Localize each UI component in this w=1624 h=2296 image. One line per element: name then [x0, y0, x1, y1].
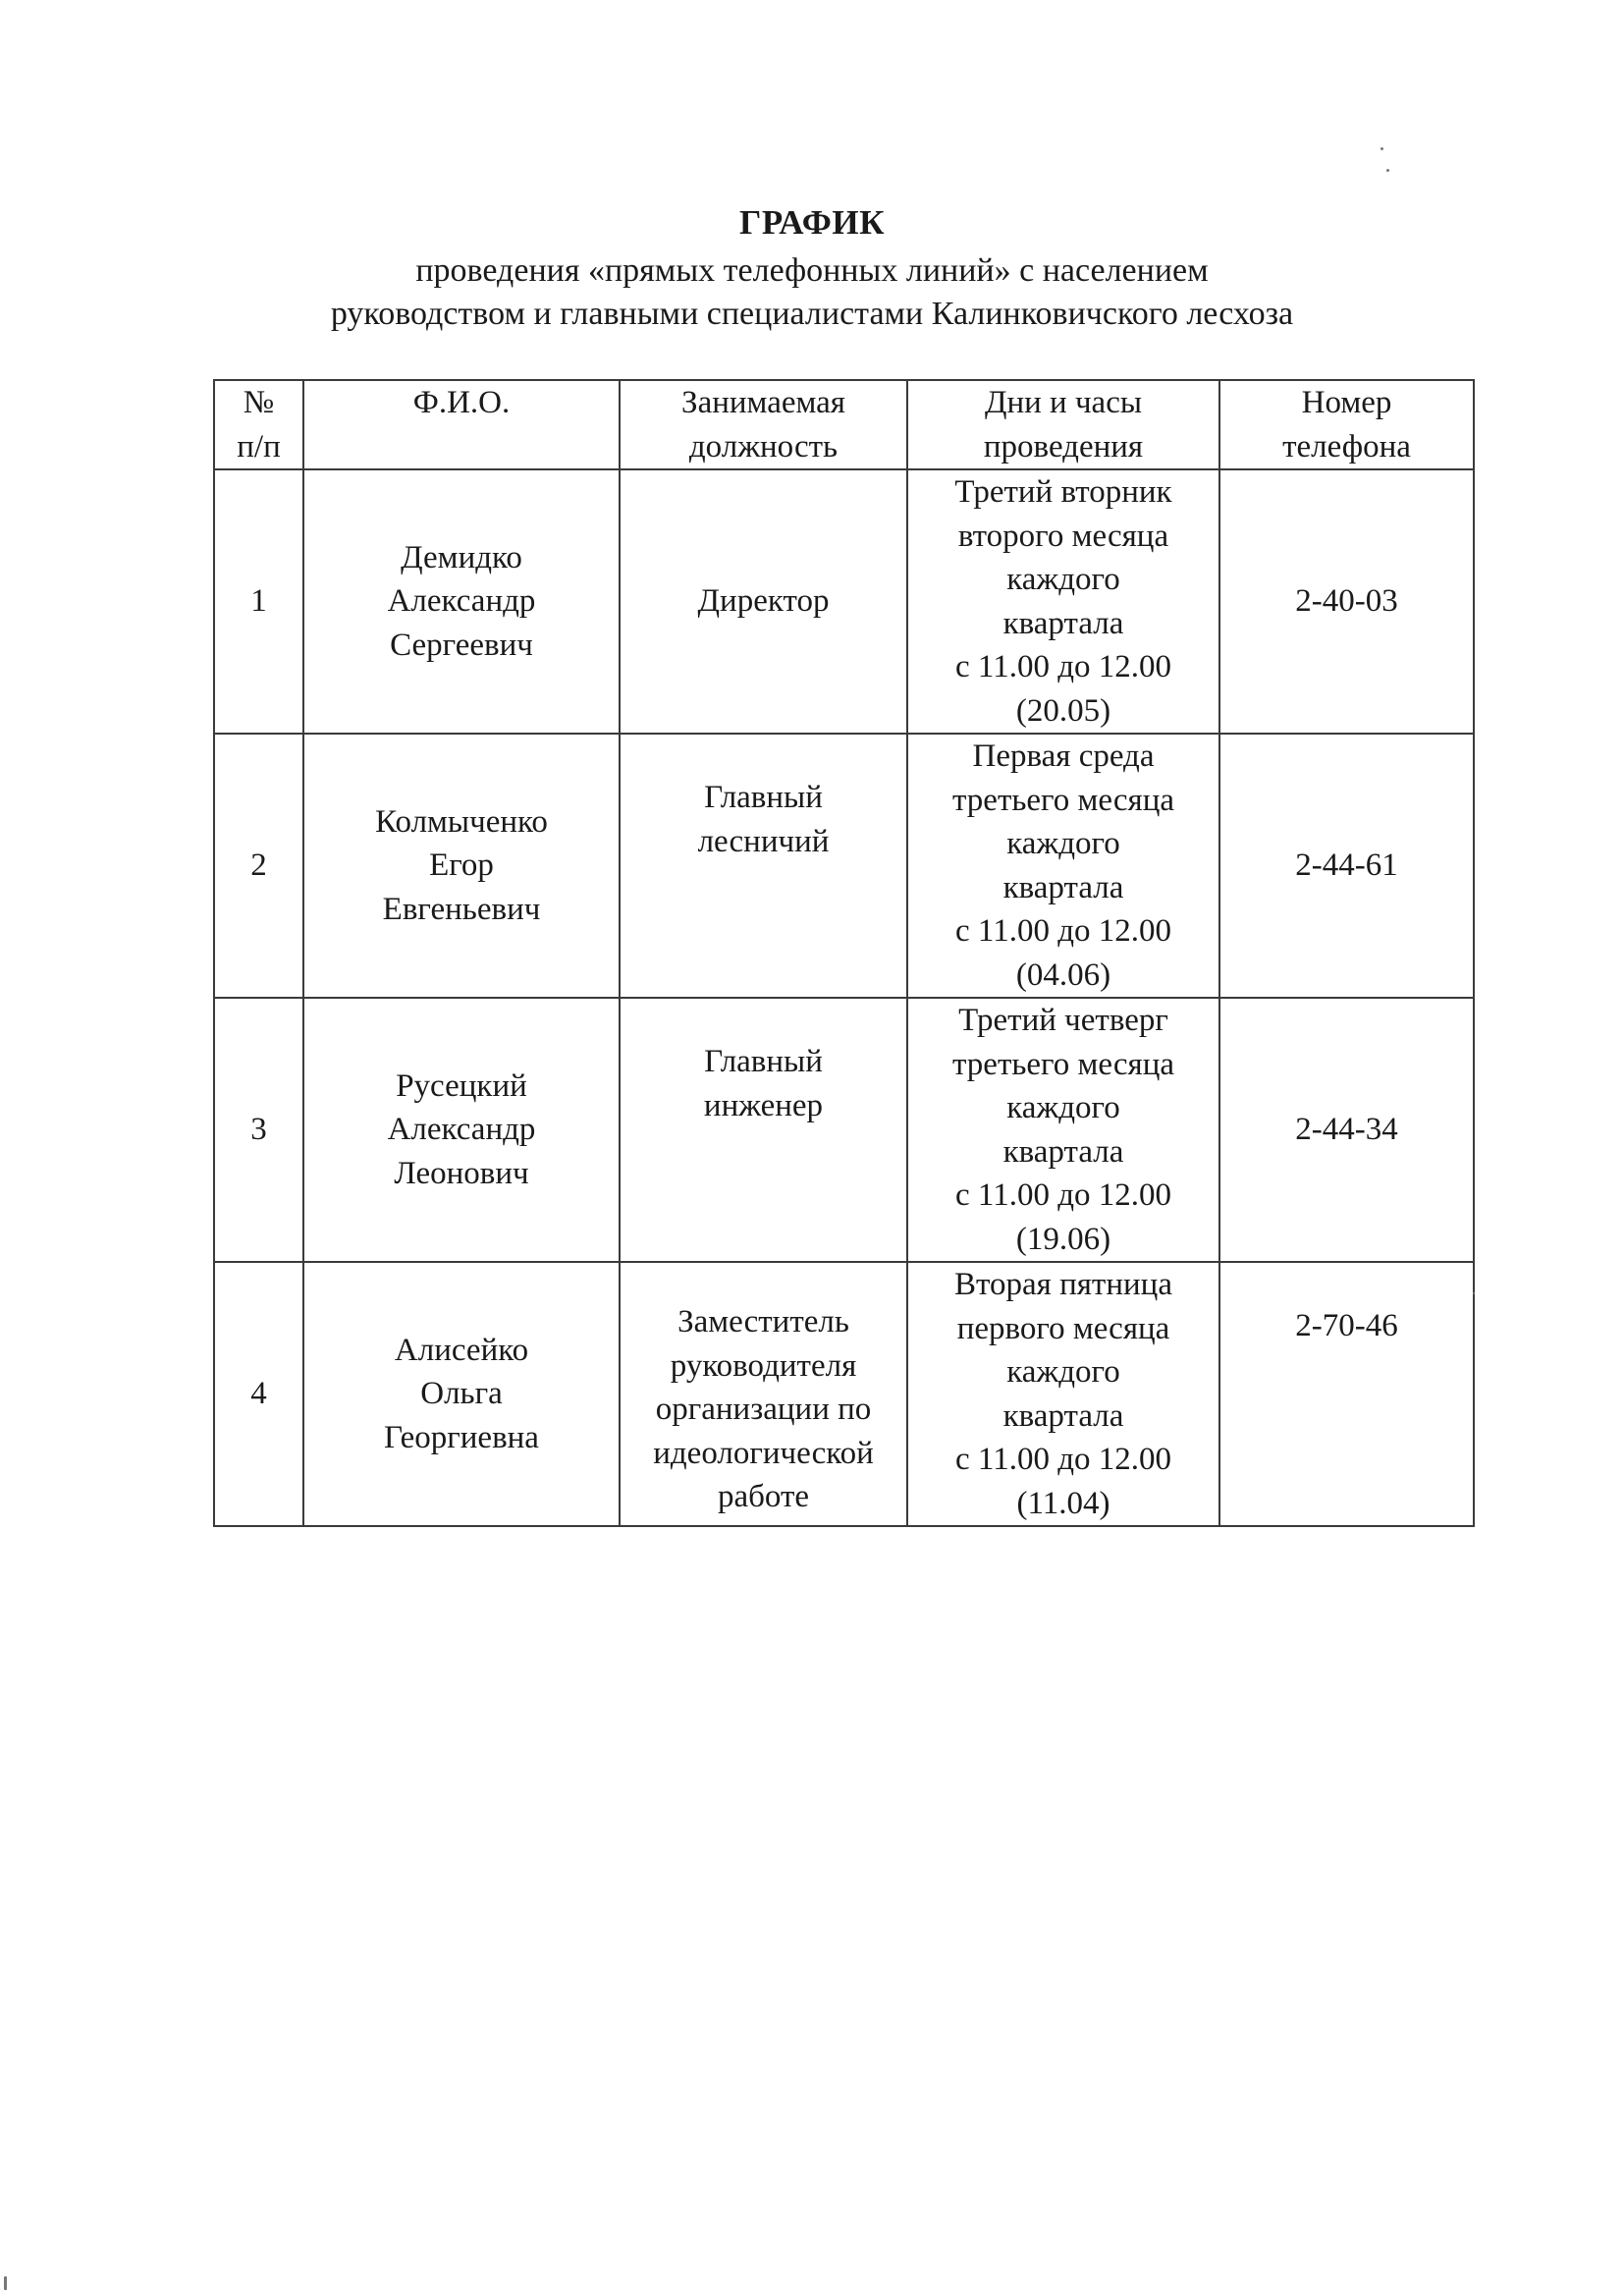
table-header-row — [214, 380, 1474, 469]
table-row — [214, 998, 1474, 1262]
row-schedule: Третий четверг третьего месяца каждого квартала с 11.00 до 12.00 (19.06) — [907, 998, 1219, 1262]
row-position: Главный лесничий — [620, 734, 907, 998]
row-schedule: Вторая пятница первого месяца каждого квартала с 11.00 до 12.00 (11.04) — [907, 1262, 1219, 1526]
column-header-position: Занимаемая должность — [620, 380, 907, 469]
row-schedule: Первая среда третьего месяца каждого квартала с 11.00 до 12.00 (04.06) — [907, 734, 1219, 998]
row-position: Заместитель руководителя организации по идеологической работе — [620, 1262, 907, 1526]
row-phone: 2-40-03 — [1219, 469, 1474, 734]
row-phone: 2-44-61 — [1219, 734, 1474, 998]
row-number: 2 — [214, 734, 303, 998]
row-number: 4 — [214, 1262, 303, 1526]
row-number: 1 — [214, 469, 303, 734]
table-row — [214, 1262, 1474, 1526]
row-phone: 2-70-46 — [1219, 1262, 1474, 1526]
row-name: Алисейко Ольга Георгиевна — [303, 1262, 620, 1526]
schedule-table — [213, 379, 1475, 1527]
row-number: 3 — [214, 998, 303, 1262]
row-position: Директор — [620, 469, 907, 734]
column-header-name: Ф.И.О. — [303, 380, 620, 469]
row-name: Колмыченко Егор Евгеньевич — [303, 734, 620, 998]
document-subtitle-line-1: проведения «прямых телефонных линий» с населением — [415, 252, 1209, 289]
table-row — [214, 734, 1474, 998]
scan-speck — [1473, 1292, 1475, 1294]
document-title: ГРАФИК — [739, 203, 885, 242]
column-header-number: № п/п — [214, 380, 303, 469]
row-phone: 2-44-34 — [1219, 998, 1474, 1262]
scan-speck — [4, 2276, 7, 2290]
row-name: Демидко Александр Сергеевич — [303, 469, 620, 734]
scan-speck — [1386, 169, 1389, 172]
table-row — [214, 469, 1474, 734]
row-schedule: Третий вторник второго месяца каждого квартала с 11.00 до 12.00 (20.05) — [907, 469, 1219, 734]
row-position: Главный инженер — [620, 998, 907, 1262]
scan-speck — [1380, 147, 1383, 150]
row-name: Русецкий Александр Леонович — [303, 998, 620, 1262]
document-subtitle-line-2: руководством и главными специалистами Калинковичского лесхоза — [330, 296, 1294, 332]
column-header-schedule: Дни и часы проведения — [907, 380, 1219, 469]
column-header-phone: Номер телефона — [1219, 380, 1474, 469]
